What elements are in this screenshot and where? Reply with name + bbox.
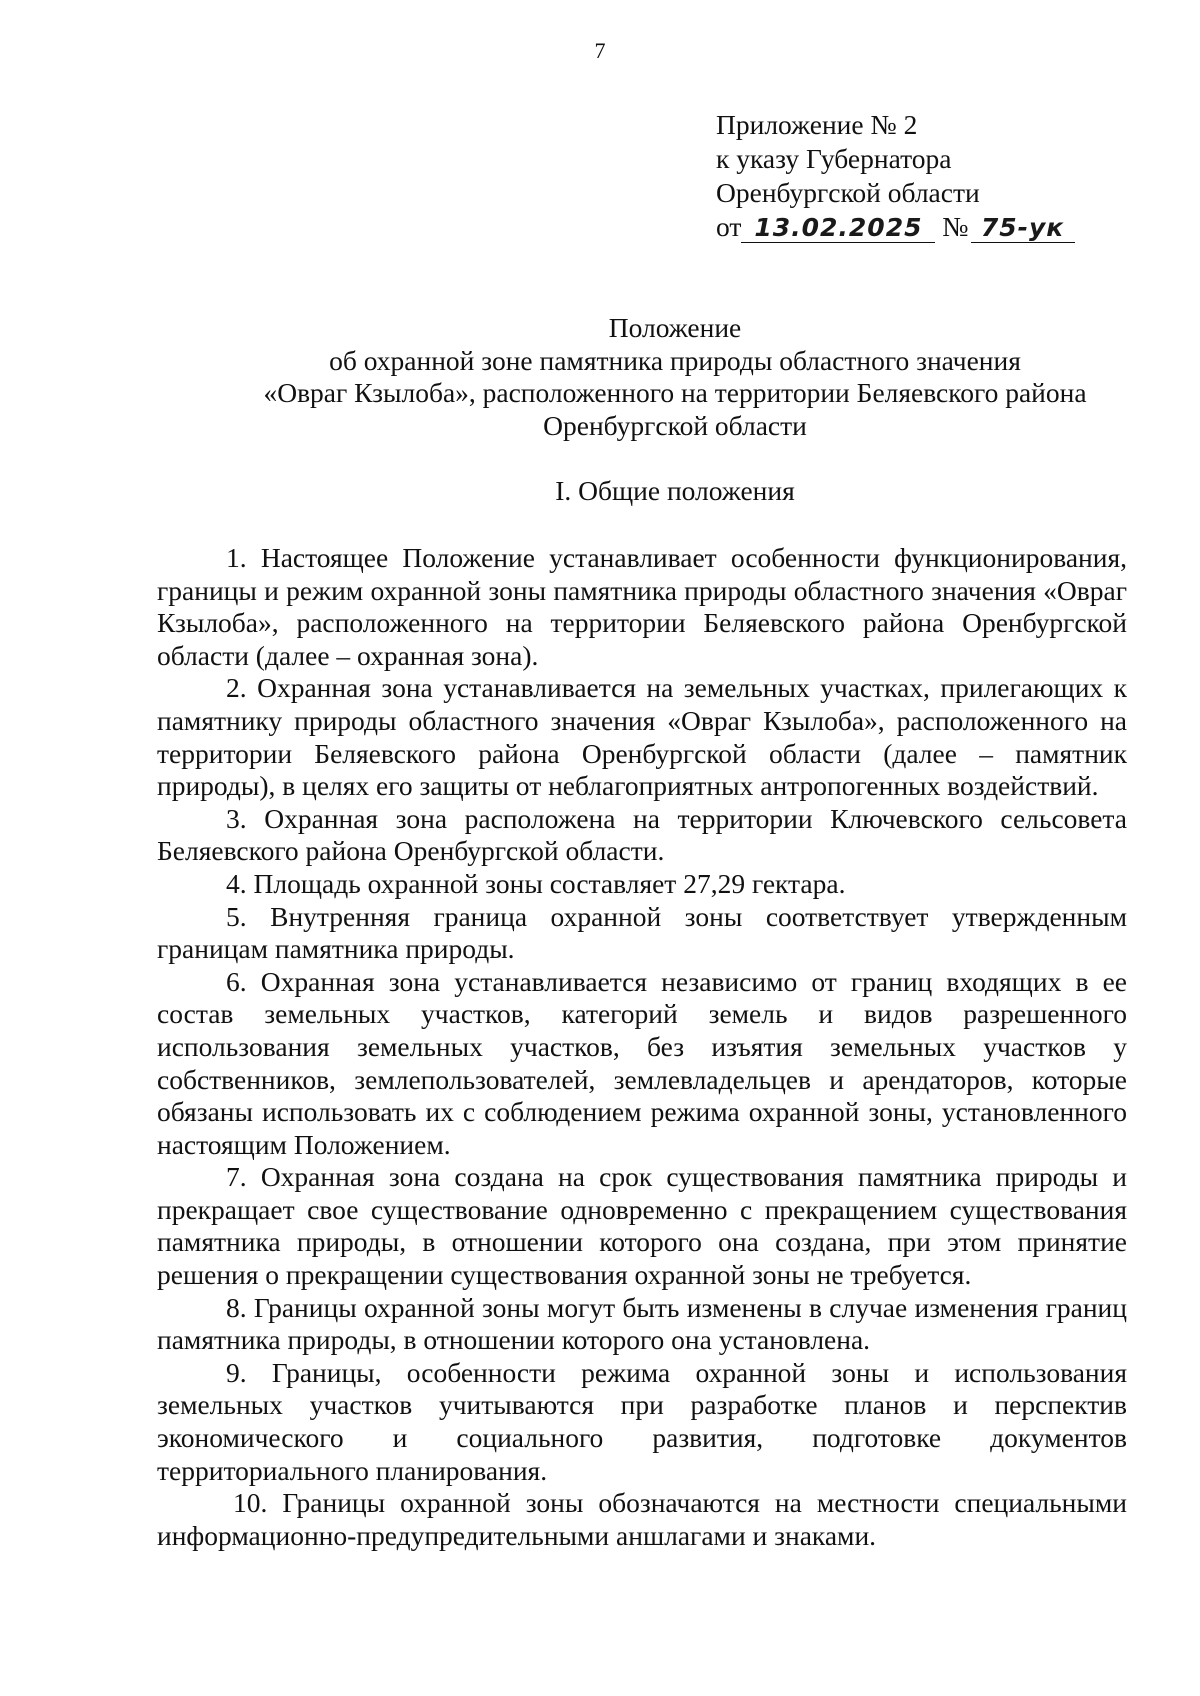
appendix-title: Приложение № 2 — [716, 109, 918, 140]
paragraph-2: 2. Охранная зона устанавливается на земельных участках, прилегающих к памятнику природы областного значения «Овраг Кзылоба», расположенного на территории Беляевского района Оренбургской области (далее – памятник природы), в целях его защиты от неблагоприятных антропогенных воздействий. — [157, 672, 1127, 802]
appendix-date-number — [716, 210, 1075, 244]
document-title — [150, 312, 1200, 442]
section-heading: I. Общие положения — [555, 475, 795, 506]
paragraph-7: 7. Охранная зона создана на срок существования памятника природы и прекращает свое существование одновременно с прекращением существования памятника природы, в отношении которого она создана, при этом принятие решения о прекращении существования охранной зоны не требуется. — [157, 1161, 1127, 1291]
title-line-3: «Овраг Кзылоба», расположенного на территории Беляевского района — [263, 377, 1087, 408]
page-number: 7 — [594, 38, 606, 63]
appendix-block — [716, 108, 1075, 244]
paragraph-5: 5. Внутренняя граница охранной зоны соответствует утвержденным границам памятника природы. — [157, 900, 1127, 965]
appendix-reference: к указу Губернатора — [716, 143, 952, 174]
handwritten-number: 75-ук — [971, 214, 1075, 243]
document-body — [157, 542, 1127, 1552]
date-prefix: от — [716, 211, 742, 242]
paragraph-6: 6. Охранная зона устанавливается независимо от границ входящих в ее состав земельных участков, категорий земель и видов разрешенного использования земельных участков, без изъятия земельных участков у собственников, землепользователей, землевладельцев и арендаторов, которые обязаны использовать их с соблюдением режима охранной зоны, установленного настоящим Положением. — [157, 965, 1127, 1160]
paragraph-1: 1. Настоящее Положение устанавливает особенности функционирования, границы и режим охранной зоны памятника природы областного значения «Овраг Кзылоба», расположенного на территории Беляевского района Оренбургской области (далее – охранная зона). — [157, 542, 1127, 671]
paragraph-8: 8. Границы охранной зоны могут быть изменены в случае изменения границ памятника природы, в отношении которого она установлена. — [157, 1291, 1127, 1356]
handwritten-date: 13.02.2025 — [741, 214, 935, 243]
appendix-region: Оренбургской области — [716, 177, 980, 208]
title-line-4: Оренбургской области — [543, 409, 807, 441]
paragraph-9: 9. Границы, особенности режима охранной зоны и использования земельных участков учитываются при разработке планов и перспектив экономического и социального развития, подготовке документов территориального планирования. — [157, 1356, 1127, 1486]
title-line-2: об охранной зоне памятника природы областного значения — [329, 344, 1021, 376]
paragraph-4: 4. Площадь охранной зоны составляет 27,29 гектара. — [226, 867, 846, 899]
title-line-1: Положение — [608, 312, 742, 343]
number-prefix: № — [942, 211, 969, 242]
paragraph-3: 3. Охранная зона расположена на территории Ключевского сельсовета Беляевского района Оренбургской области. — [157, 802, 1127, 867]
paragraph-10: 10. Границы охранной зоны обозначаются на местности специальными информационно-предупредительными аншлагами и знаками. — [157, 1487, 1127, 1551]
